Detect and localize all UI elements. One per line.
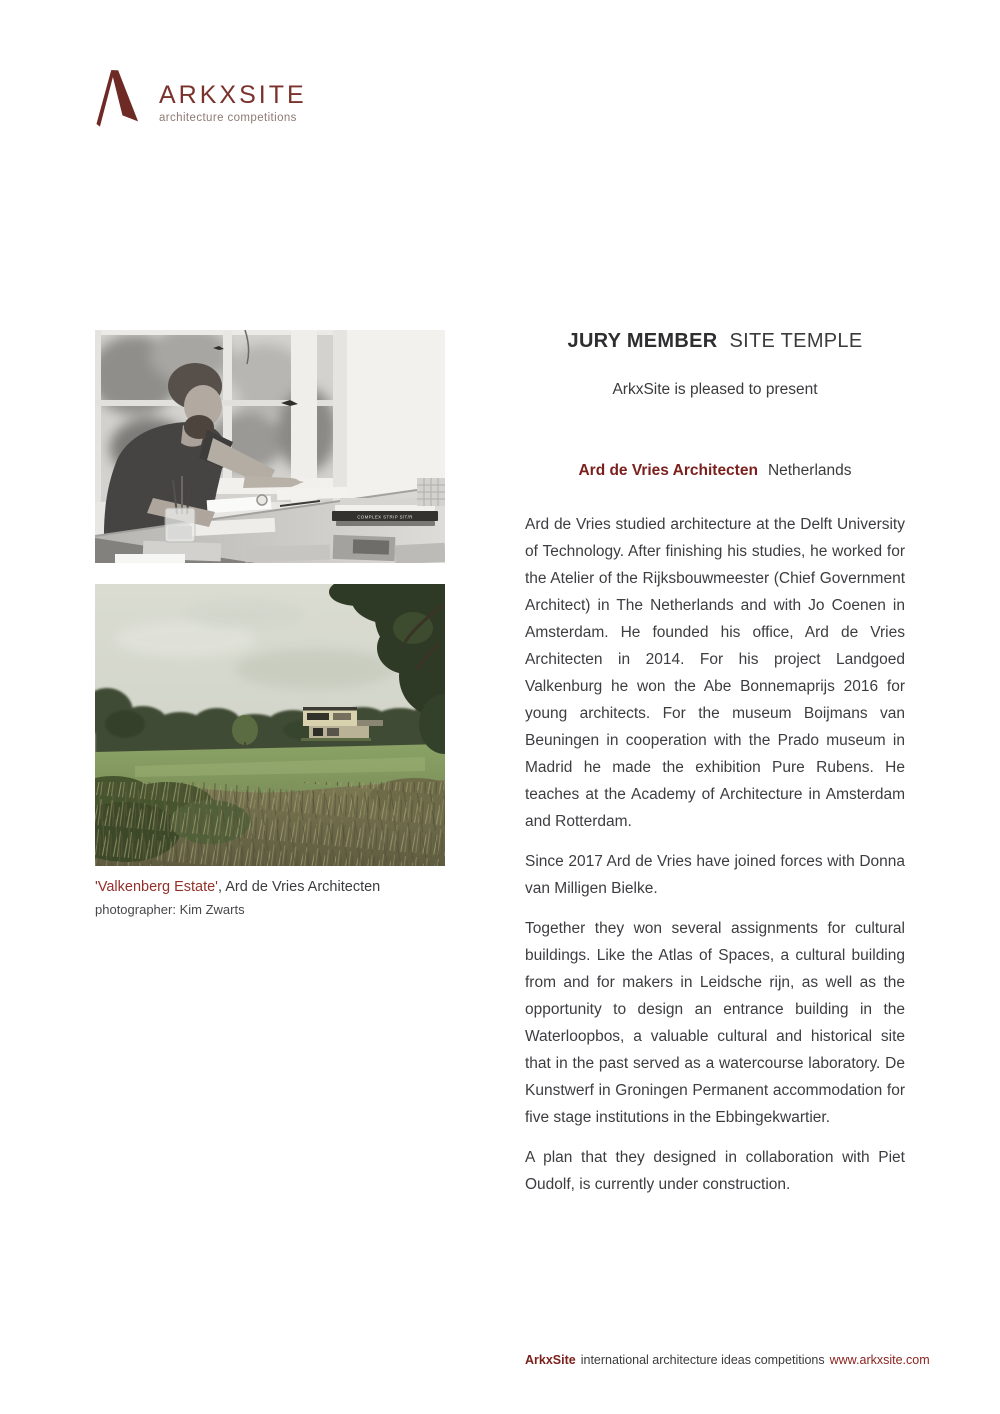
jury-country: Netherlands [767, 462, 852, 479]
paragraph: Ard de Vries studied architecture at the Delft University of Technology. After finishing his studies, he worked for the Atelier of the Rijksbouwmeester (Chief Government Architect) in The Netherlands and with Jo Coenen in Amsterdam. He founded his office, Ard de Vries Architecten in 2014. For his project Landgoed Valkenburg he won the Abe Bonnemaprijs 2016 for young architects. For the museum Boijmans van Beuningen in cooperation with the Prado museum in Madrid he made the exhibition Pure Rubens. He teaches at the Academy of Architecture in Amsterdam and Rotterdam. [525, 516, 905, 830]
caption-photographer: photographer: Kim Zwarts [95, 902, 245, 917]
photo-caption [95, 879, 445, 895]
lone-tree [232, 715, 258, 745]
paragraph: Since 2017 Ard de Vries have joined forces with Donna van Milligen Bielke. [525, 853, 905, 897]
footer-url[interactable]: www.arkxsite.com [829, 1353, 930, 1367]
landscape-photo [95, 584, 445, 866]
jury-name: Ard de Vries Architecten [578, 462, 758, 479]
content-column [525, 330, 905, 1193]
caption-firm: , Ard de Vries Architecten [217, 879, 381, 895]
caption-project-title: 'Valkenberg Estate' [95, 879, 218, 895]
title-label: JURY MEMBER [567, 330, 718, 352]
title-context: SITE TEMPLE [729, 330, 863, 352]
brand-name: ARKXSITE [159, 81, 307, 109]
footer-tagline: international architecture ideas competitions [580, 1353, 825, 1367]
brand-mark-icon [93, 66, 145, 130]
intro-line: ArkxSite is pleased to present [612, 381, 818, 398]
book-spine-text: COMPLEX STRIP S/T/R [357, 514, 413, 520]
foreground-grass [95, 776, 445, 866]
paragraph: Together they won several assignments for cultural buildings. Like the Atlas of Spaces, a cultural building from and for makers in Leidsche rijn, as well as the opportunity to design an entrance building in the Waterloopbos, a valuable cultural and historical site that in the past served as a watercourse laboratory. De Kunstwerf in Groningen Permanent accommodation for five stage institutions in the Ebbingekwartier. [525, 920, 905, 1126]
article-body [525, 511, 905, 1211]
paragraph: A plan that they designed in collaboration with Piet Oudolf, is currently under construction. [525, 1149, 905, 1193]
brand-logo [93, 66, 307, 130]
checkered-book [417, 478, 445, 506]
brand-tagline: architecture competitions [159, 112, 297, 124]
jury-line [525, 462, 905, 480]
page-title [525, 330, 905, 353]
photo-column [95, 330, 445, 917]
portrait-photo [95, 330, 445, 563]
footer [525, 1353, 930, 1367]
footer-brand: ArkxSite [525, 1353, 576, 1367]
